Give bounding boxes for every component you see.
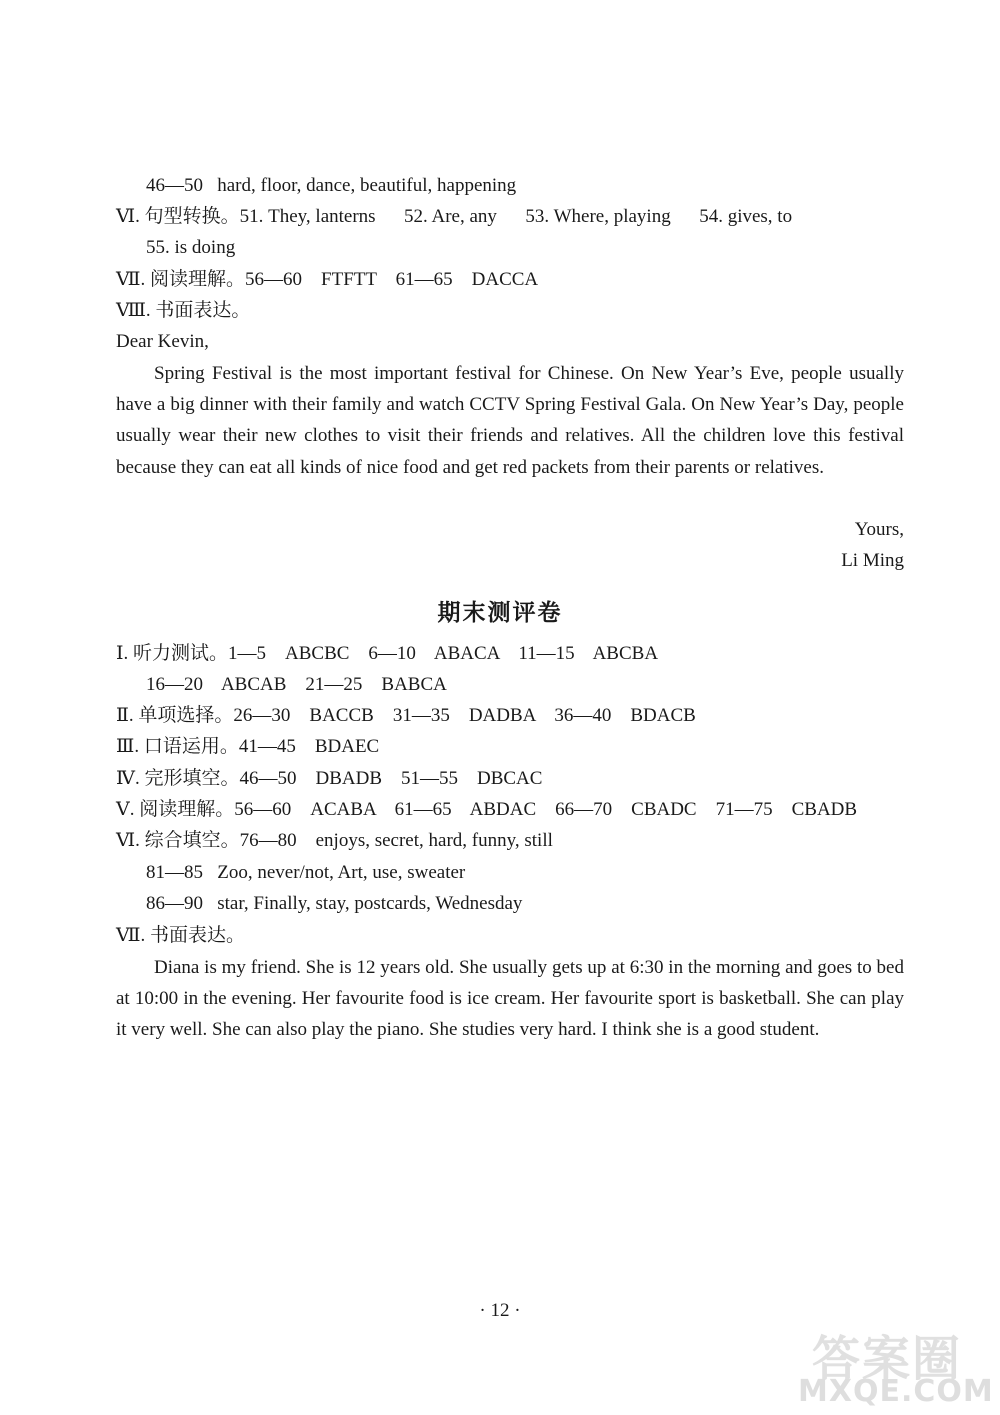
letter-greeting: Dear Kevin,	[116, 331, 209, 352]
letter-closing: Yours,	[854, 519, 904, 540]
section-vii-writing-heading: Ⅶ. 书面表达。	[116, 925, 246, 946]
watermark-logo	[794, 1318, 994, 1410]
watermark-text: MXQE.COM	[798, 1374, 994, 1409]
section-i-listening-cont: 16—20 ABCAB 21—25 BABCA	[146, 674, 447, 695]
watermark-chars: 答案圈	[812, 1331, 963, 1387]
section-vi-fill-in: Ⅵ. 综合填空。76—80 enjoys, secret, hard, funny, still	[116, 830, 553, 851]
section-vii-reading: Ⅶ. 阅读理解。56—60 FTFTT 61—65 DACCA	[116, 269, 539, 290]
section-ii-multiple-choice: Ⅱ. 单项选择。26—30 BACCB 31—35 DADBA 36—40 BDACB	[116, 705, 696, 726]
section-vi-sentence-transform: Ⅵ. 句型转换。51. They, lanterns 52. Are, any 53. Where, playing 54. gives, to	[116, 206, 793, 227]
section-v-reading: Ⅴ. 阅读理解。56—60 ACABA 61—65 ABDAC 66—70 CBADC 71—75 CBADB	[116, 799, 858, 820]
section-i-listening: Ⅰ. 听力测试。1—5 ABCBC 6—10 ABACA 11—15 ABCBA	[116, 643, 659, 664]
section-iv-cloze: Ⅳ. 完形填空。46—50 DBADB 51—55 DBCAC	[116, 768, 543, 789]
page-number: · 12 ·	[479, 1300, 521, 1321]
section-iii-oral: Ⅲ. 口语运用。41—45 BDAEC	[116, 736, 380, 757]
letter-body: Spring Festival is the most important festival for Chinese. On New Year’s Eve, people usually have a big dinner with their family and watch CCTV Spring Festival Gala. On New Year’s Day, people usually wear their new clothes to visit their friends and relatives. All the children love this festival because they can eat all kinds of nice food and get red packets from their parents or relatives.	[116, 363, 904, 478]
section-title: 期末测评卷	[437, 600, 563, 626]
section-vi-sentence-transform-cont: 55. is doing	[146, 237, 236, 258]
answers-46-50: 46—50 hard, floor, dance, beautiful, happening	[146, 175, 517, 196]
letter-signature: Li Ming	[841, 550, 904, 571]
section-viii-writing-heading: Ⅷ. 书面表达。	[116, 300, 251, 321]
essay-body: Diana is my friend. She is 12 years old. She usually gets up at 6:30 in the morning and goes to bed at 10:00 in the evening. Her favourite food is ice cream. Her favourite sport is basketball. She can play it very well. She can also play the piano. She studies very hard. I think she is a good student.	[116, 957, 904, 1041]
section-vi-fill-in-86-90: 86—90 star, Finally, stay, postcards, Wednesday	[146, 893, 523, 914]
section-vi-fill-in-81-85: 81—85 Zoo, never/not, Art, use, sweater	[146, 862, 466, 883]
